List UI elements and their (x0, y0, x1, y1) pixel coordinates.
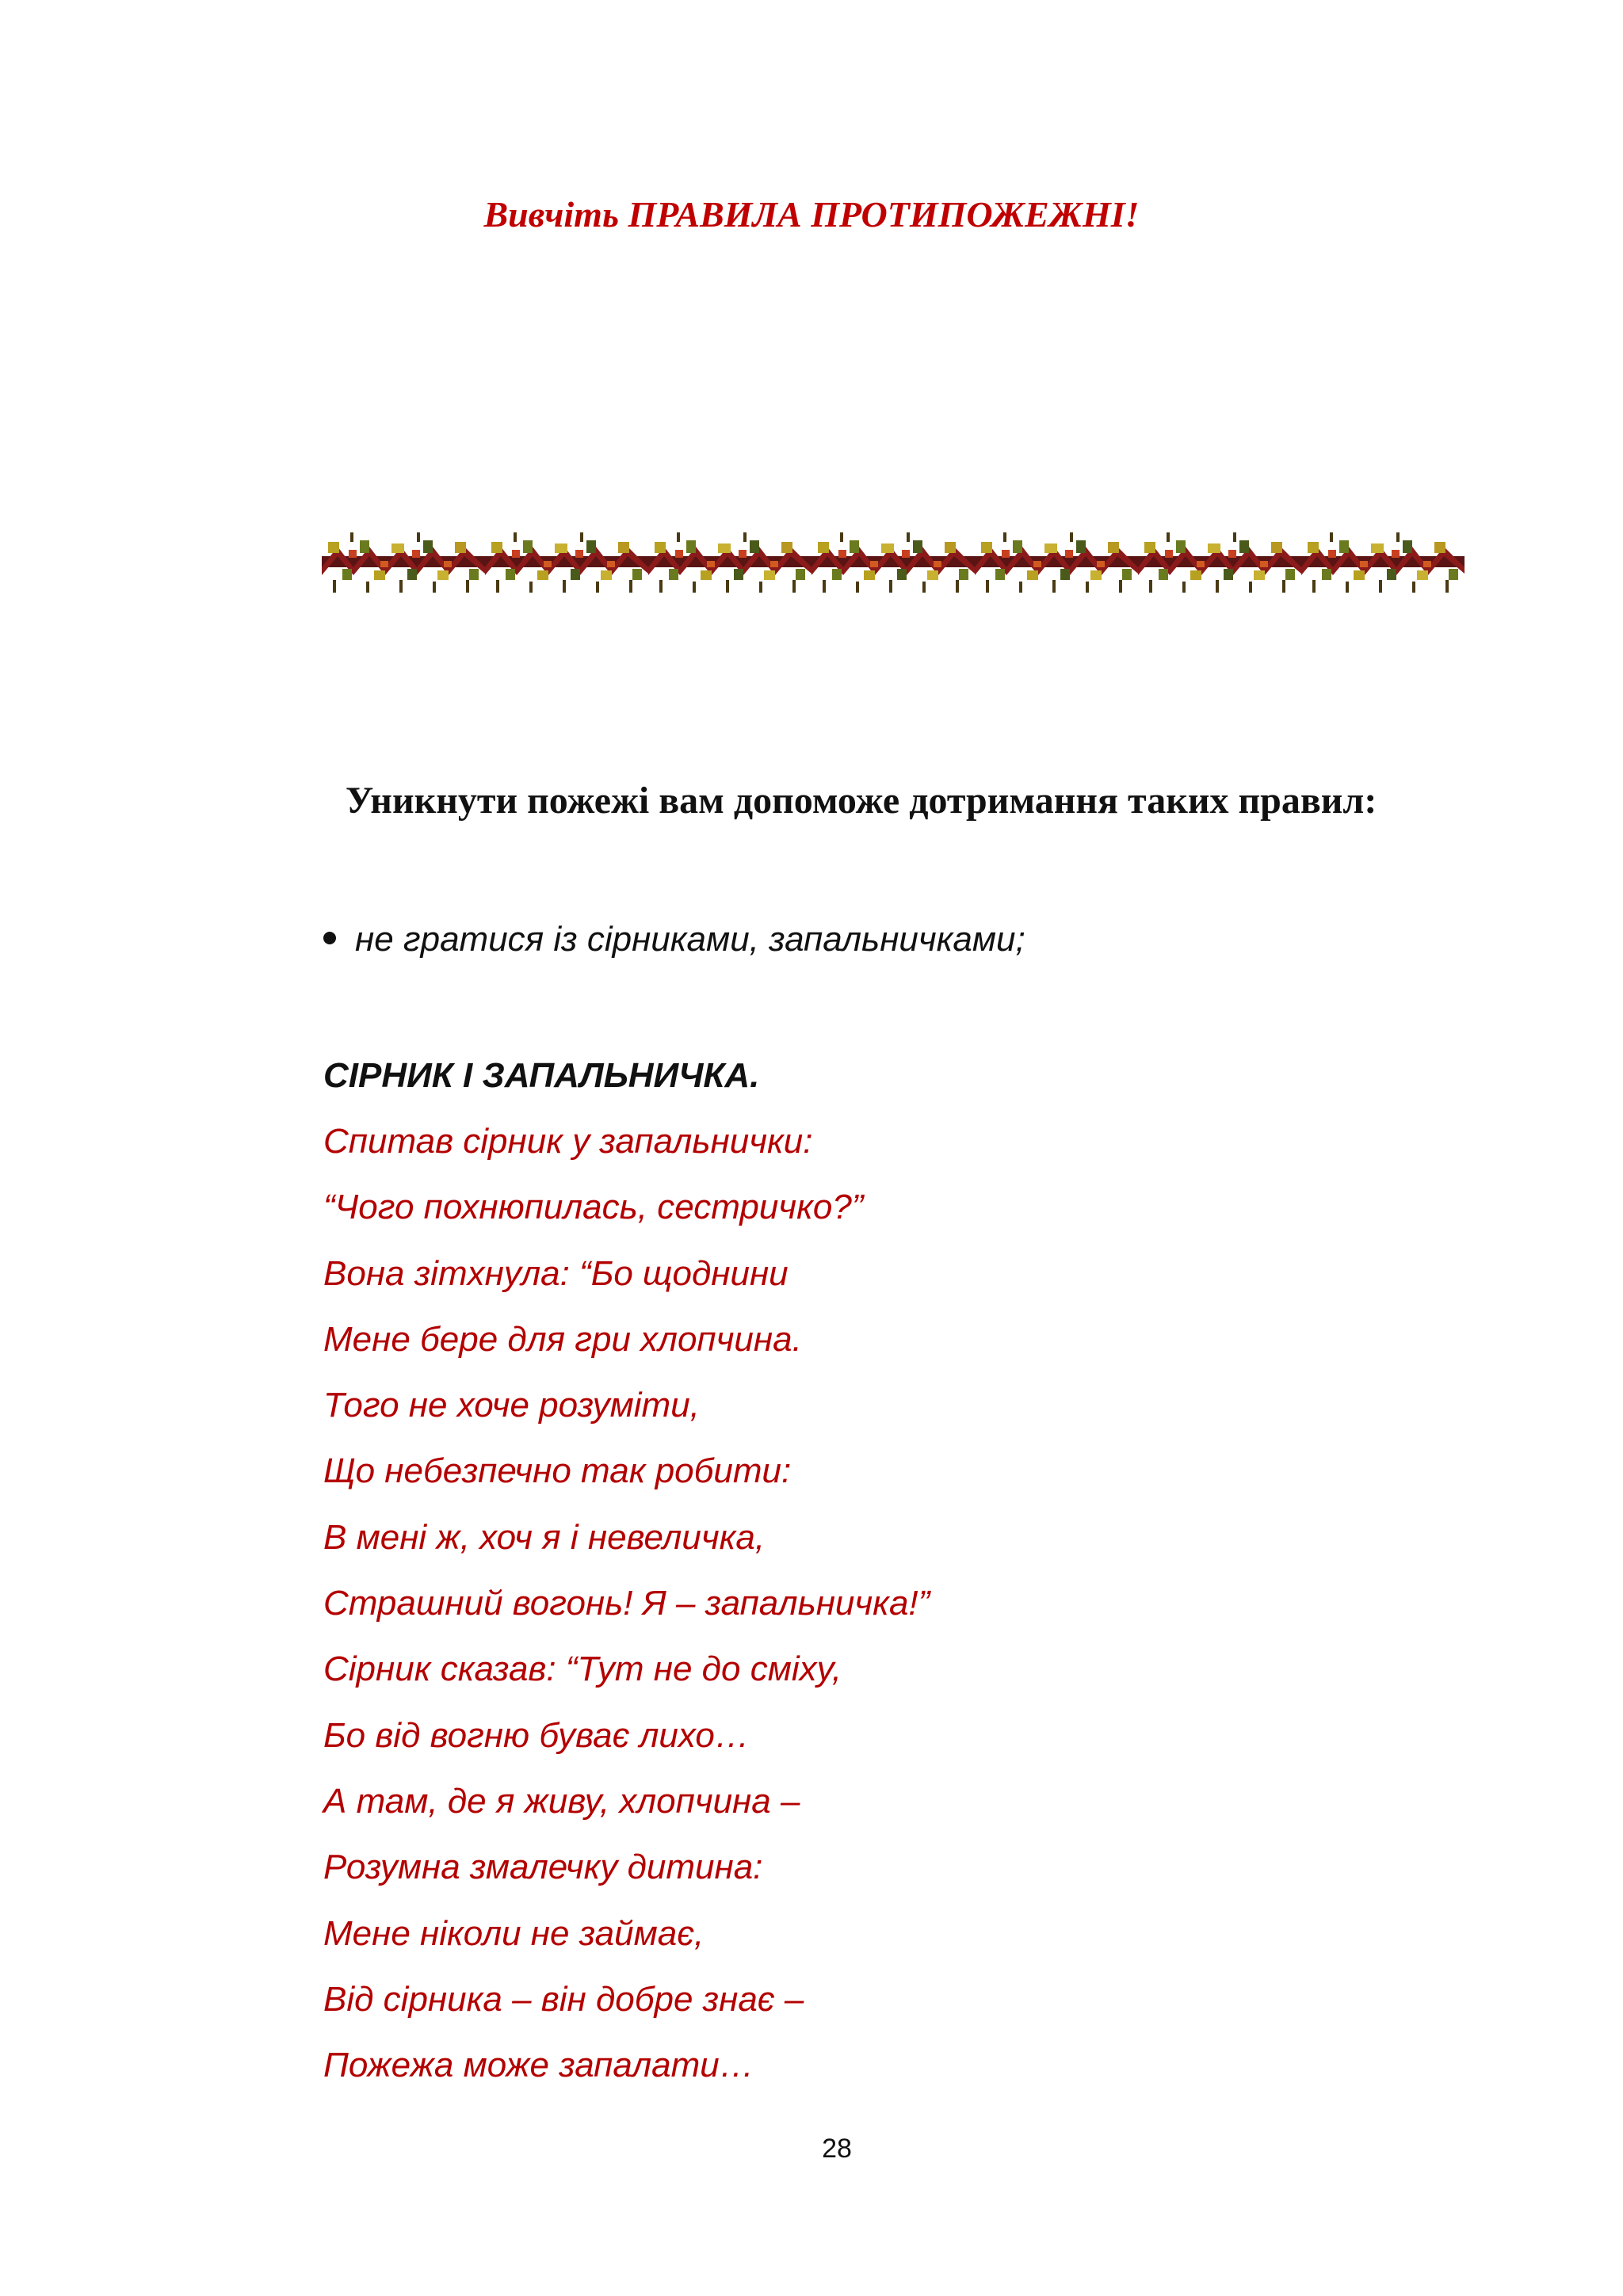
rule-list-item (323, 917, 1025, 962)
page-title: Вивчіть ПРАВИЛА ПРОТИПОЖЕЖНІ! (483, 194, 1140, 235)
poem-line: Спитав сірник у запальнички: (323, 1122, 813, 1161)
poem-line: А там, де я живу, хлопчина – (323, 1781, 800, 1821)
poem-line: Того не хоче розуміти, (323, 1386, 700, 1425)
rule-text: не гратися із сірниками, запальничками; (355, 920, 1025, 959)
page-number: 28 (822, 2134, 852, 2164)
poem-line: Розумна змалечку дитина: (323, 1848, 763, 1887)
poem-line: Сірник сказав: “Тут не до сміху, (323, 1650, 842, 1689)
poem-line: Мене ніколи не займає, (323, 1913, 705, 1953)
poem-line: Пожежа може запалати… (323, 2046, 754, 2085)
intro-paragraph: Уникнути пожежі вам допоможе дотримання таких правил: (346, 780, 1377, 822)
poem-lines (323, 1119, 930, 2109)
poem-title: СІРНИК І ЗАПАЛЬНИЧКА. (323, 1056, 760, 1095)
poem-line: Мене бере для гри хлопчина. (323, 1319, 802, 1359)
bullet-icon (323, 932, 336, 944)
poem-line: “Чого похнюпилась, сестричко?” (323, 1188, 864, 1227)
poem-line: В мені ж, хоч я і невеличка, (323, 1517, 766, 1557)
poem-line: Бо від вогню буває лихо… (323, 1715, 750, 1755)
poem-line: Страшний вогонь! Я – запальничка!” (323, 1584, 930, 1623)
poem-line: Вона зітхнула: “Бо щоднини (323, 1253, 789, 1293)
embroidery-ornament-icon (322, 529, 1465, 596)
poem-line: Що небезпечно так робити: (323, 1451, 792, 1491)
poem-line: Від сірника – він добре знає – (323, 1979, 804, 2019)
